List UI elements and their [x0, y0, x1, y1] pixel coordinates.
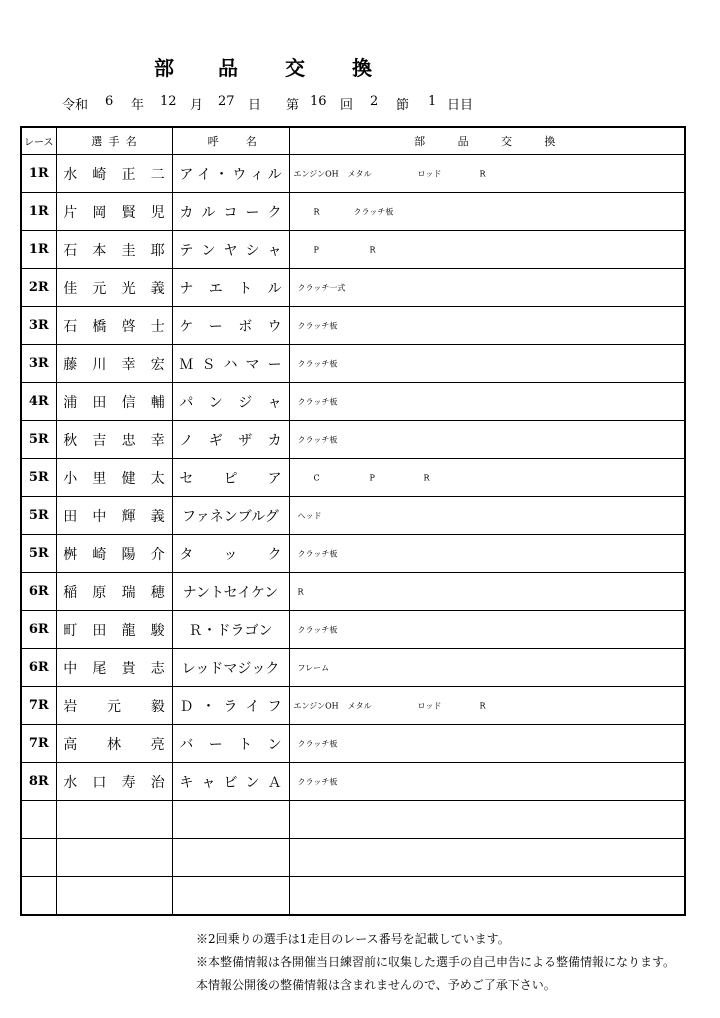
day-number: 1	[428, 94, 437, 109]
rider-name-char: 岩	[63, 698, 78, 715]
call-name-part: Ｍ	[179, 356, 194, 373]
call-name-part: ー	[245, 204, 260, 221]
rider-name-char: 片	[63, 204, 78, 221]
parts-exchanged	[289, 193, 685, 231]
empty-cell	[56, 877, 172, 916]
call-name-part: ボ	[238, 318, 253, 335]
rider-name	[56, 193, 172, 231]
call-name	[172, 649, 289, 687]
rider-name-char: 石	[63, 242, 78, 259]
rider-name-char: 忠	[121, 432, 136, 449]
rider-name	[56, 573, 172, 611]
call-name-part: ル	[267, 166, 282, 183]
rider-name-char: 児	[150, 204, 165, 221]
parts-exchange-table	[20, 126, 686, 916]
parts-exchanged	[289, 725, 685, 763]
header-race: レース	[21, 127, 56, 155]
call-name-part: ギ	[208, 432, 223, 449]
parts-exchanged	[289, 649, 685, 687]
table-row	[21, 231, 685, 269]
rider-name-char: 藤	[63, 356, 78, 373]
empty-cell	[56, 839, 172, 877]
parts-exchanged	[289, 345, 685, 383]
rider-name-char: 信	[121, 394, 136, 411]
rider-name-char: 口	[92, 774, 107, 791]
rider-name-char: 岡	[92, 204, 107, 221]
rider-name-char: 田	[92, 622, 107, 639]
header-rider: 選 手 名	[56, 127, 172, 155]
call-name-part: ナントセイケン	[182, 584, 279, 601]
call-name	[172, 155, 289, 193]
rider-name	[56, 231, 172, 269]
table-header-row	[21, 127, 685, 155]
race-number: 7R	[21, 687, 56, 725]
table-row	[21, 497, 685, 535]
parts-exchanged	[289, 763, 685, 801]
table-row	[21, 535, 685, 573]
part-item: エンジンOH	[293, 701, 339, 710]
empty-row	[21, 877, 685, 916]
part-item: エンジンOH	[293, 169, 339, 178]
table-row	[21, 193, 685, 231]
rider-name-char: 稲	[63, 584, 78, 601]
table-row	[21, 725, 685, 763]
call-name-part: ビ	[223, 774, 238, 791]
call-name-part: ケ	[179, 318, 194, 335]
empty-row	[21, 801, 685, 839]
rider-name-char: 亮	[150, 736, 165, 753]
call-name	[172, 535, 289, 573]
table-row	[21, 573, 685, 611]
rider-name	[56, 535, 172, 573]
rider-name-char: 田	[63, 508, 78, 525]
empty-cell	[289, 877, 685, 916]
rider-name-char: 義	[150, 508, 165, 525]
empty-cell	[56, 801, 172, 839]
call-name-part: イ	[245, 698, 260, 715]
rider-name	[56, 725, 172, 763]
call-name-part: ノ	[179, 432, 194, 449]
call-name-part: コ	[223, 204, 238, 221]
part-item: クラッチ板	[297, 625, 338, 634]
call-name-part: ン	[267, 736, 282, 753]
date-line	[0, 94, 720, 114]
parts-exchanged	[289, 611, 685, 649]
parts-exchanged	[289, 231, 685, 269]
race-number: 5R	[21, 535, 56, 573]
empty-cell	[289, 801, 685, 839]
rider-name-char: 川	[92, 356, 107, 373]
call-name	[172, 611, 289, 649]
call-name-part: ザ	[238, 432, 253, 449]
footnote: ※本整備情報は各開催当日練習前に収集した選手の自己申告による整備情報になります。	[196, 955, 676, 969]
rider-name-char: 士	[150, 318, 165, 335]
table-row	[21, 383, 685, 421]
rider-name-char: 正	[121, 166, 136, 183]
call-name-part: ク	[267, 546, 282, 563]
rider-name-char: 毅	[150, 698, 165, 715]
table-row	[21, 649, 685, 687]
rider-name	[56, 611, 172, 649]
meet-unit: 回	[340, 98, 354, 113]
part-item: クラッチ板	[297, 739, 338, 748]
call-name-part: ー	[267, 356, 282, 373]
call-name-part: マ	[245, 356, 260, 373]
call-name-part: ウ	[232, 166, 247, 183]
rider-name-char: 吉	[92, 432, 107, 449]
month: 12	[160, 94, 177, 109]
rider-name	[56, 383, 172, 421]
empty-cell	[21, 801, 56, 839]
call-name-part: キ	[179, 774, 194, 791]
part-item: クラッチ一式	[297, 283, 346, 292]
empty-row	[21, 839, 685, 877]
call-name	[172, 421, 289, 459]
part-item: クラッチ板	[297, 397, 338, 406]
call-name	[172, 193, 289, 231]
call-name-part: カ	[179, 204, 194, 221]
rider-name-char: 佳	[63, 280, 78, 297]
parts-exchanged	[289, 307, 685, 345]
rider-name	[56, 687, 172, 725]
parts-exchanged	[289, 687, 685, 725]
rider-name	[56, 155, 172, 193]
header-parts: 部 品 交 換	[289, 127, 685, 155]
rider-name-char: 元	[107, 698, 121, 715]
part-item: R	[479, 169, 486, 178]
race-number: 6R	[21, 573, 56, 611]
rider-name-char: 耶	[150, 242, 165, 259]
rider-name-char: 高	[63, 736, 78, 753]
race-number: 5R	[21, 497, 56, 535]
part-item: ロッド	[417, 169, 442, 178]
call-name-part: シ	[245, 242, 260, 259]
meet-number: 16	[310, 94, 327, 109]
part-item: R	[369, 245, 376, 254]
rider-name-char: 桝	[63, 546, 78, 563]
empty-cell	[21, 877, 56, 916]
part-item: ロッド	[417, 701, 442, 710]
call-name-part: ファネンブルグ	[182, 508, 279, 525]
rider-name-char: 浦	[63, 394, 78, 411]
empty-cell	[172, 839, 289, 877]
rider-name-char: 尾	[92, 660, 107, 677]
call-name-part: カ	[267, 432, 282, 449]
race-number: 6R	[21, 611, 56, 649]
parts-exchanged	[289, 383, 685, 421]
rider-name-char: 義	[150, 280, 165, 297]
call-name-part: ・	[214, 166, 229, 183]
rider-name-char: 輝	[121, 508, 136, 525]
call-name-part: ジ	[238, 394, 253, 411]
footnote: ※2回乗りの選手は1走目のレース番号を記載しています。	[196, 932, 510, 946]
meet-prefix: 第	[286, 98, 300, 113]
rider-name-char: 太	[150, 470, 165, 487]
part-item: クラッチ板	[297, 321, 338, 330]
rider-name-char: 志	[150, 660, 165, 677]
rider-name-char: 小	[63, 470, 78, 487]
call-name	[172, 383, 289, 421]
table-row	[21, 307, 685, 345]
call-name-part: ッ	[223, 546, 238, 563]
call-name-part: バ	[179, 736, 194, 753]
call-name-part: ャ	[267, 394, 282, 411]
rider-name-char: 穂	[150, 584, 165, 601]
race-number: 4R	[21, 383, 56, 421]
rider-name-char: 宏	[150, 356, 165, 373]
day-unit: 日	[248, 98, 262, 113]
call-name-part: ナ	[179, 280, 194, 297]
rider-name-char: 原	[92, 584, 107, 601]
empty-cell	[172, 801, 289, 839]
rider-name-char: 崎	[92, 166, 107, 183]
call-name	[172, 763, 289, 801]
table-row	[21, 763, 685, 801]
rider-name-char: 秋	[63, 432, 78, 449]
call-name-part: ャ	[267, 242, 282, 259]
call-name	[172, 573, 289, 611]
table-row	[21, 345, 685, 383]
rider-name-char: 啓	[121, 318, 136, 335]
part-item: クラッチ板	[297, 435, 338, 444]
rider-name-char: 水	[63, 166, 78, 183]
table-row	[21, 611, 685, 649]
part-item: フレーム	[297, 663, 330, 672]
race-number: 8R	[21, 763, 56, 801]
empty-cell	[289, 839, 685, 877]
parts-exchanged	[289, 573, 685, 611]
part-item: R	[479, 701, 486, 710]
race-number: 1R	[21, 231, 56, 269]
part-item: P	[369, 473, 375, 482]
call-name-part: フ	[267, 698, 282, 715]
section-unit: 節	[396, 98, 410, 113]
rider-name-char: 水	[63, 774, 78, 791]
call-name-part: ト	[238, 736, 253, 753]
month-unit: 月	[190, 98, 204, 113]
call-name-part: ハ	[223, 356, 238, 373]
footnotes	[196, 928, 675, 997]
call-name	[172, 687, 289, 725]
rider-name-char: 寿	[121, 774, 136, 791]
rider-name-char: 橋	[92, 318, 107, 335]
call-name-part: Ｓ	[201, 356, 216, 373]
rider-name-char: 中	[92, 508, 107, 525]
empty-cell	[21, 839, 56, 877]
year-unit: 年	[131, 98, 145, 113]
rider-name-char: 幸	[150, 432, 165, 449]
table-row	[21, 421, 685, 459]
call-name-part: ア	[267, 470, 282, 487]
call-name	[172, 345, 289, 383]
parts-exchanged	[289, 497, 685, 535]
parts-exchanged	[289, 535, 685, 573]
table-row	[21, 459, 685, 497]
rider-name	[56, 763, 172, 801]
rider-name	[56, 497, 172, 535]
title-char: 部	[154, 56, 174, 80]
rider-name-char: 輔	[150, 394, 165, 411]
footnote: 本情報公開後の整備情報は含まれませんので、予めご了承下さい。	[196, 978, 556, 992]
race-number: 6R	[21, 649, 56, 687]
rider-name-char: 光	[121, 280, 136, 297]
call-name	[172, 497, 289, 535]
title-char: 交	[285, 56, 305, 80]
rider-name-char: 駿	[150, 622, 165, 639]
race-number: 3R	[21, 345, 56, 383]
call-name-part: ー	[208, 736, 223, 753]
call-name-part: ン	[208, 394, 223, 411]
rider-name-char: 健	[121, 470, 136, 487]
part-item: クラッチ板	[353, 207, 394, 216]
call-name-part: イ	[197, 166, 212, 183]
race-number: 5R	[21, 459, 56, 497]
rider-name	[56, 459, 172, 497]
rider-name-char: 林	[107, 736, 121, 753]
document-title	[120, 52, 400, 86]
part-item: R	[297, 587, 304, 596]
call-name-part: ヤ	[223, 242, 238, 259]
race-number: 1R	[21, 193, 56, 231]
call-name-part: Ａ	[267, 774, 282, 791]
rider-name-char: 田	[92, 394, 107, 411]
part-item: メタル	[347, 701, 372, 710]
rider-name	[56, 649, 172, 687]
part-item: R	[423, 473, 430, 482]
call-name-part: ア	[179, 166, 194, 183]
call-name	[172, 459, 289, 497]
day: 27	[218, 94, 235, 109]
call-name-part: タ	[179, 546, 194, 563]
header-call-name: 呼 名	[172, 127, 289, 155]
call-name	[172, 725, 289, 763]
race-number: 2R	[21, 269, 56, 307]
call-name-part: ィ	[249, 166, 264, 183]
title-char: 品	[218, 56, 238, 80]
rider-name-char: 介	[150, 546, 165, 563]
part-item: C	[313, 473, 320, 482]
part-item: P	[313, 245, 319, 254]
call-name	[172, 307, 289, 345]
era: 令和	[62, 98, 89, 113]
rider-name-char: 二	[150, 166, 165, 183]
rider-name-char: 幸	[121, 356, 136, 373]
call-name-part: Ｒ・ドラゴン	[188, 622, 273, 639]
title-char: 換	[352, 56, 372, 80]
rider-name-char: 賢	[121, 204, 136, 221]
part-item: ヘッド	[297, 511, 322, 520]
call-name-part: レッドマジック	[181, 660, 280, 677]
rider-name-char: 圭	[121, 242, 136, 259]
call-name-part: ン	[245, 774, 260, 791]
rider-name-char: 治	[150, 774, 165, 791]
part-item: メタル	[347, 169, 372, 178]
call-name-part: ン	[201, 242, 216, 259]
call-name-part: セ	[179, 470, 194, 487]
rider-name-char: 町	[63, 622, 78, 639]
rider-name	[56, 269, 172, 307]
call-name-part: ・	[201, 698, 216, 715]
rider-name-char: 瑞	[121, 584, 136, 601]
rider-name-char: 石	[63, 318, 78, 335]
call-name-part: ウ	[267, 318, 282, 335]
part-item: クラッチ板	[297, 777, 338, 786]
rider-name-char: 里	[92, 470, 107, 487]
race-number: 3R	[21, 307, 56, 345]
call-name-part: Ｄ	[179, 698, 194, 715]
part-item: R	[313, 207, 320, 216]
rider-name-char: 本	[92, 242, 107, 259]
call-name-part: ラ	[223, 698, 238, 715]
call-name-part: ピ	[223, 470, 238, 487]
rider-name	[56, 345, 172, 383]
table-row	[21, 155, 685, 193]
table-row	[21, 269, 685, 307]
part-item: クラッチ板	[297, 359, 338, 368]
call-name-part: パ	[179, 394, 194, 411]
call-name-part: テ	[179, 242, 194, 259]
call-name-part: ル	[201, 204, 216, 221]
call-name-part: ク	[267, 204, 282, 221]
call-name	[172, 269, 289, 307]
race-number: 5R	[21, 421, 56, 459]
call-name-part: ト	[238, 280, 253, 297]
rider-name-char: 崎	[92, 546, 107, 563]
rider-name-char: 貴	[121, 660, 136, 677]
parts-exchanged	[289, 269, 685, 307]
call-name-part: エ	[208, 280, 223, 297]
call-name	[172, 231, 289, 269]
section-number: 2	[370, 94, 379, 109]
race-number: 1R	[21, 155, 56, 193]
year: 6	[105, 94, 114, 109]
rider-name-char: 中	[63, 660, 78, 677]
call-name-part: ル	[267, 280, 282, 297]
parts-exchanged	[289, 459, 685, 497]
parts-exchanged	[289, 421, 685, 459]
table-row	[21, 687, 685, 725]
rider-name-char: 陽	[121, 546, 136, 563]
call-name-part: ー	[208, 318, 223, 335]
parts-exchanged	[289, 155, 685, 193]
rider-name-char: 龍	[121, 622, 136, 639]
race-number: 7R	[21, 725, 56, 763]
empty-cell	[172, 877, 289, 916]
day-number-unit: 日目	[447, 98, 474, 113]
part-item: クラッチ板	[297, 549, 338, 558]
call-name-part: ャ	[201, 774, 216, 791]
rider-name-char: 元	[92, 280, 107, 297]
rider-name	[56, 421, 172, 459]
rider-name	[56, 307, 172, 345]
